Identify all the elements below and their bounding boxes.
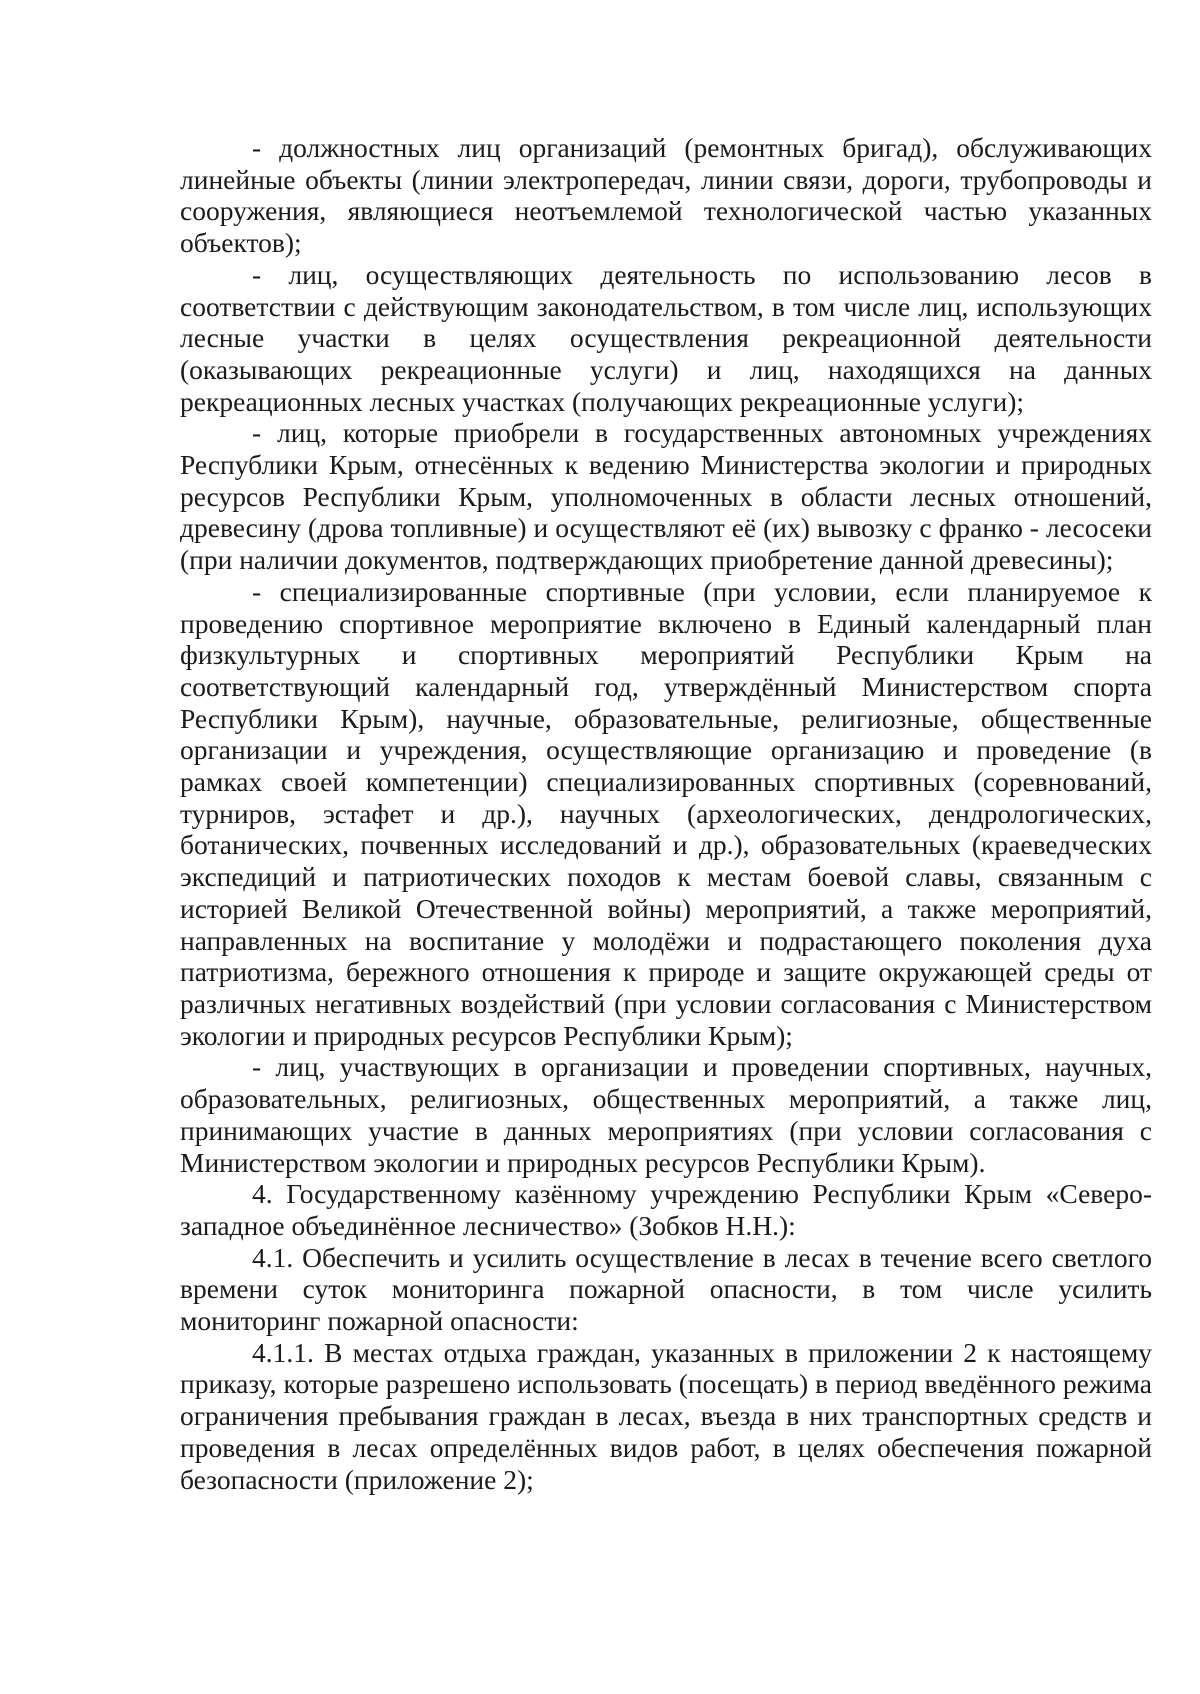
paragraph-item-4-1-1: 4.1.1. В местах отдыха граждан, указанных в приложении 2 к настоящему приказу, которые разрешено использовать (посещать) в период введённого режима ограничения пребывания граждан в лесах, въезда в них транспортных средств и проведения в лесах определённых видов работ, в целях обеспечения пожарной безопасности (приложение 2);: [180, 1336, 1152, 1495]
document-body: [180, 132, 1152, 1495]
paragraph-organizations-events: - специализированные спортивные (при условии, если планируемое к проведению спортивное мероприятие включено в Единый календарный план физкультурных и спортивных мероприятий Республики Крым на соответствующий календарный год, утверждённый Министерством спорта Республики Крым), научные, образовательные, религиозные, общественные организации и учреждения, осуществляющие организацию и проведение (в рамках своей компетенции) специализированных спортивных (соревнований, турниров, эстафет и др.), научных (археологических, дендрологических, ботанических, почвенных исследований и др.), образовательных (краеведческих экспедиций и патриотических походов к местам боевой славы, связанным с историей Великой Отечественной войны) мероприятий, а также мероприятий, направленных на воспитание у молодёжи и подрастающего поколения духа патриотизма, бережного отношения к природе и защите окружающей среды от различных негативных воздействий (при условии согласования с Министерством экологии и природных ресурсов Республики Крым);: [180, 575, 1152, 1051]
paragraph-item-4: 4. Государственному казённому учреждению Республики Крым «Северо-западное объединённое лесничество» (Зобков Н.Н.):: [180, 1178, 1152, 1241]
paragraph-event-participants: - лиц, участвующих в организации и проведении спортивных, научных, образовательных, религиозных, общественных мероприятий, а также лиц, принимающих участие в данных мероприятиях (при условии согласования с Министерством экологии и природных ресурсов Республики Крым).: [180, 1051, 1152, 1178]
paragraph-officials-repair-crews: - должностных лиц организаций (ремонтных бригад), обслуживающих линейные объекты (линии электропередач, линии связи, дороги, трубопроводы и сооружения, являющиеся неотъемлемой технологической частью указанных объектов);: [180, 132, 1152, 259]
paragraph-forest-users: - лиц, осуществляющих деятельность по использованию лесов в соответствии с действующим законодательством, в том числе лиц, использующих лесные участки в целях осуществления рекреационной деятельности (оказывающих рекреационные услуги) и лиц, находящихся на данных рекреационных лесных участках (получающих рекреационные услуги);: [180, 258, 1152, 417]
paragraph-item-4-1: 4.1. Обеспечить и усилить осуществление в лесах в течение всего светлого времени суток мониторинга пожарной опасности, в том числе усилить мониторинг пожарной опасности:: [180, 1241, 1152, 1337]
paragraph-timber-buyers: - лиц, которые приобрели в государственных автономных учреждениях Республики Крым, отнесённых к ведению Министерства экологии и природных ресурсов Республики Крым, уполномоченных в области лесных отношений, древесину (дрова топливные) и осуществляют её (их) вывозку с франко - лесосеки (при наличии документов, подтверждающих приобретение данной древесины);: [180, 417, 1152, 576]
